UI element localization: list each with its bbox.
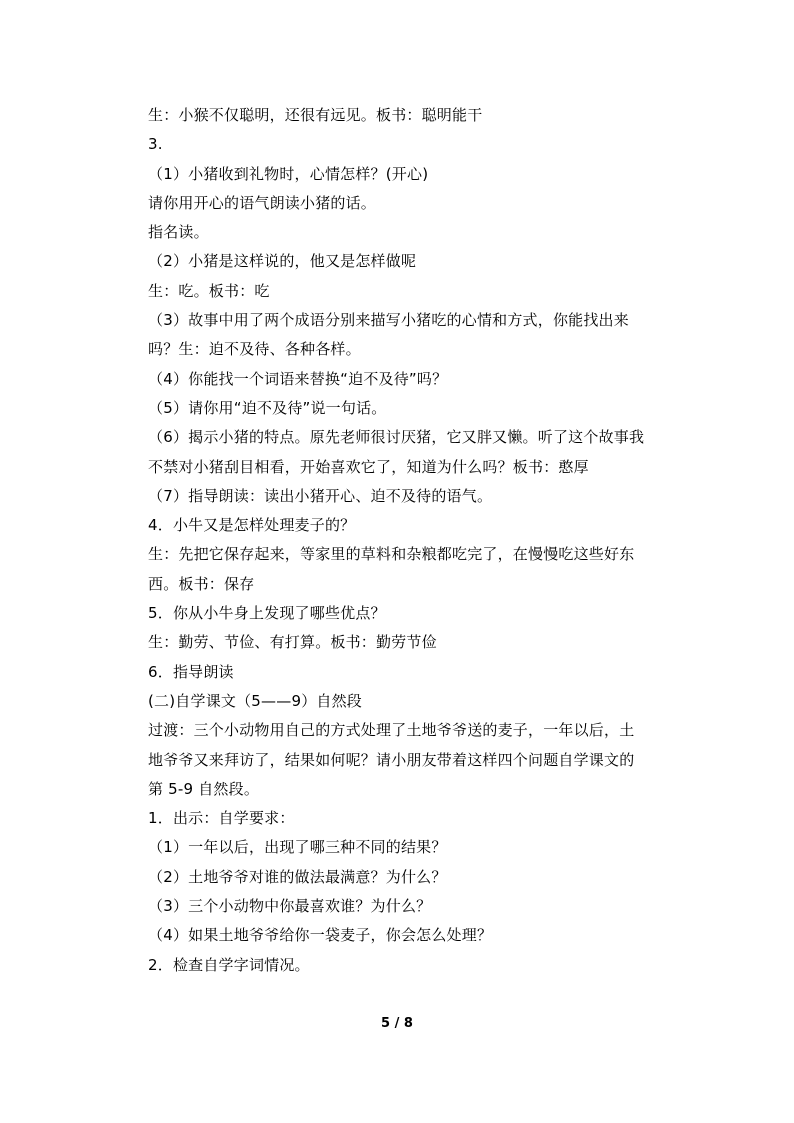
text-line: （1）小猪收到礼物时，心情怎样？(开心) — [148, 164, 429, 183]
text-line: 地爷爷又来拜访了，结果如何呢？请小朋友带着这样四个问题自学课文的 — [148, 750, 635, 769]
text-line: 6．指导朗读 — [148, 662, 234, 681]
text-line: 5．你从小牛身上发现了哪些优点？ — [148, 604, 386, 623]
text-line: 4．小牛又是怎样处理麦子的？ — [148, 516, 356, 535]
text-line: 3. — [148, 135, 163, 154]
page-number: 5 / 8 — [381, 1016, 413, 1031]
text-line: （3）故事中用了两个成语分别来描写小猪吃的心情和方式，你能找出来 — [148, 311, 629, 330]
text-line: （4）如果土地爷爷给你一袋麦子，你会怎么处理？ — [148, 926, 493, 945]
text-line: 2．检查自学字词情况。 — [148, 955, 310, 974]
text-line: 生：勤劳、节俭、有打算。板书：勤劳节俭 — [148, 633, 437, 652]
text-line: 生：小猴不仅聪明，还很有远见。板书：聪明能干 — [148, 106, 483, 124]
text-line: 生：吃。板书：吃 — [148, 281, 270, 300]
text-line: 1．出示：自学要求： — [148, 809, 295, 828]
text-line: （5）请你用“迫不及待”说一句话。 — [148, 398, 387, 417]
text-line: 不禁对小猪刮目相看，开始喜欢它了，知道为什么吗？板书：憨厚 — [148, 457, 589, 476]
text-line: (二)自学课文（5——9）自然段 — [148, 691, 362, 710]
text-line: 过渡：三个小动物用自己的方式处理了土地爷爷送的麦子，一年以后，土 — [148, 721, 635, 740]
text-line: （1）一年以后，出现了哪三种不同的结果？ — [148, 838, 447, 857]
text-line: （4）你能找一个词语来替换“迫不及待”吗？ — [148, 369, 448, 388]
text-line: 吗？生：迫不及待、各种各样。 — [148, 340, 361, 359]
text-line: （7）指导朗读：读出小猪开心、迫不及待的语气。 — [148, 486, 493, 505]
text-line: 西。板书：保存 — [148, 574, 255, 593]
text-line: 第 5-9 自然段。 — [148, 779, 260, 798]
text-line: 指名读。 — [148, 223, 209, 242]
text-line: （2）小猪是这样说的，他又是怎样做呢 — [148, 252, 417, 271]
text-line: （2）土地爷爷对谁的做法最满意？为什么？ — [148, 867, 447, 886]
text-line: 请你用开心的语气朗读小猪的话。 — [148, 193, 377, 212]
text-line: （3）三个小动物中你最喜欢谁？为什么？ — [148, 897, 432, 916]
text-line: （6）揭示小猪的特点。原先老师很讨厌猪，它又胖又懒。听了这个故事我 — [148, 428, 645, 447]
text-line: 生：先把它保存起来，等家里的草料和杂粮都吃完了，在慢慢吃这些好东 — [148, 545, 635, 564]
document-body — [148, 101, 668, 980]
